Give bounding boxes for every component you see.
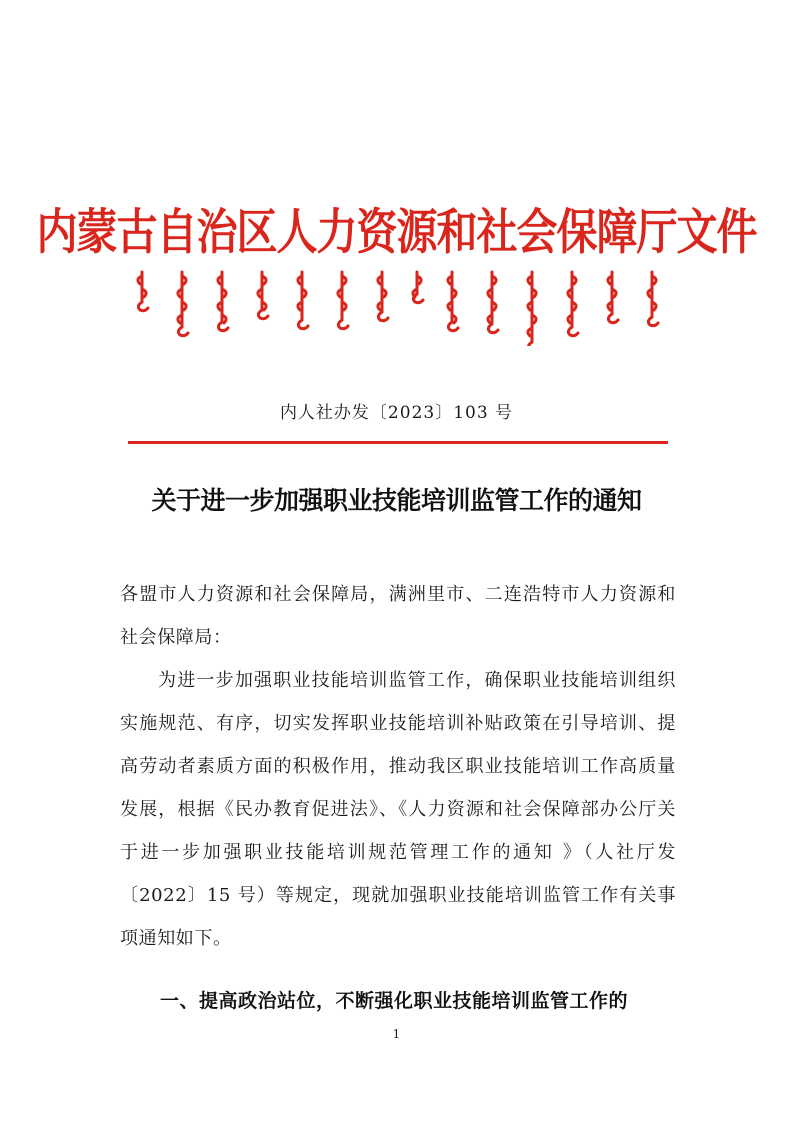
red-divider-line (128, 441, 668, 444)
issuer-masthead: 内蒙古自治区人力资源和社会保障厅文件 (36, 203, 757, 261)
mongolian-script-graphic (127, 266, 667, 346)
section-heading: 一、提高政治站位，不断强化职业技能培训监管工作的 (160, 990, 629, 1012)
mongolian-script-masthead (0, 266, 793, 346)
document-title: 关于进一步加强职业技能培训监管工作的通知 (151, 486, 642, 515)
document-number: 内人社办发〔2023〕103 号 (279, 403, 514, 423)
page-number: 1 (392, 1027, 401, 1041)
body-paragraph: 为进一步加强职业技能培训监管工作，确保职业技能培训组织实施规范、有序，切实发挥职业技能培训补贴政策在引导培训、提高劳动者素质方面的积极作用，推动我区职业技能培训工作高质量发展，根据《民办教育促进法》、《人力资源和社会保障部办公厅关于进一步加强职业技能培训规范管理工作的通知 》（人社厅发〔2022〕15 号）等规定，现就加强职业技能培训监管工作有关事项通知如下。 (120, 670, 676, 949)
salutation: 各盟市人力资源和社会保障局，满洲里市、二连浩特市人力资源和社会保障局： (120, 584, 676, 648)
